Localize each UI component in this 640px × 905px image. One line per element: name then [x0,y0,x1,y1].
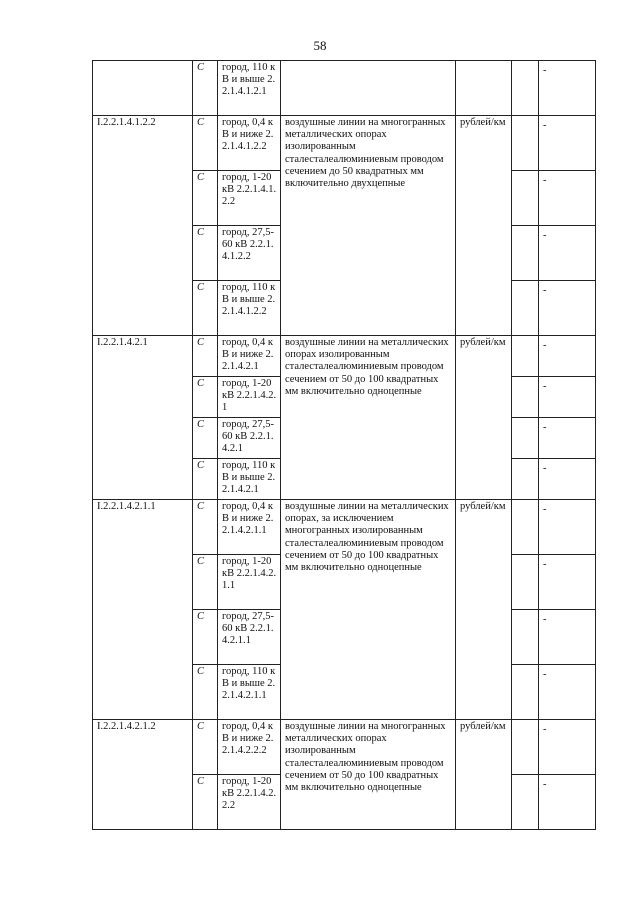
unit-cell: рублей/км [456,500,512,720]
empty-cell [512,775,539,830]
value-text: - [543,381,547,392]
subcategory-cell: город, 0,4 кВ и ниже 2.2.1.4.1.2.2 [218,116,281,171]
value-cell [539,336,596,377]
subcategory-cell: город, 27,5-60 кВ 2.2.1.4.2.1 [218,418,281,459]
empty-cell [512,418,539,459]
subcategory-cell: город, 27,5-60 кВ 2.2.1.4.2.1.1 [218,610,281,665]
empty-cell [512,665,539,720]
value-cell [539,226,596,281]
empty-cell [512,377,539,418]
value-cell [539,281,596,336]
table-row [93,336,596,377]
subcategory-cell: город, 0,4 кВ и ниже 2.2.1.4.2.2.2 [218,720,281,775]
category-cell: С [193,665,218,720]
value-text: - [543,669,547,680]
tariff-table [92,60,596,830]
subcategory-cell: город, 27,5-60 кВ 2.2.1.4.1.2.2 [218,226,281,281]
table-row [93,500,596,555]
subcategory-cell: город, 1-20 кВ 2.2.1.4.2.2.2 [218,775,281,830]
value-cell [539,377,596,418]
empty-cell [512,116,539,171]
category-cell: С [193,500,218,555]
empty-cell [512,281,539,336]
subcategory-cell: город, 1-20 кВ 2.2.1.4.1.2.2 [218,171,281,226]
row-code: I.2.2.1.4.2.1 [93,336,193,500]
unit-cell: рублей/км [456,116,512,336]
category-cell: С [193,116,218,171]
category-cell: С [193,459,218,500]
value-text: - [543,422,547,433]
subcategory-cell: город, 110 кВ и выше 2.2.1.4.2.1.1 [218,665,281,720]
value-text: - [543,65,547,76]
value-text: - [543,559,547,570]
value-text: - [543,175,547,186]
subcategory-cell: город, 110 кВ и выше 2.2.1.4.1.2.2 [218,281,281,336]
value-text: - [543,504,547,515]
value-text: - [543,463,547,474]
description-cell: воздушные линии на металлических опорах изолированным сталесталеалюминиевым проводом сечением от 50 до 100 квадратных мм включительно одноцепные [281,336,456,500]
category-cell: С [193,775,218,830]
unit-cell: рублей/км [456,336,512,500]
row-code: I.2.2.1.4.1.2.2 [93,116,193,336]
subcategory-cell: город, 110 кВ и выше 2.2.1.4.2.1 [218,459,281,500]
value-cell [539,116,596,171]
value-cell [539,418,596,459]
category-cell: С [193,720,218,775]
subcategory-cell: город, 1-20 кВ 2.2.1.4.2.1 [218,377,281,418]
empty-cell [512,555,539,610]
value-cell [539,61,596,116]
category-cell: С [193,610,218,665]
value-cell [539,500,596,555]
empty-cell [512,720,539,775]
empty-cell [512,61,539,116]
category-cell: С [193,61,218,116]
value-cell [539,775,596,830]
value-cell [539,555,596,610]
value-text: - [543,230,547,241]
row-code [93,61,193,116]
empty-cell [512,226,539,281]
value-cell [539,459,596,500]
value-text: - [543,779,547,790]
category-cell: С [193,281,218,336]
value-cell [539,610,596,665]
unit-cell [456,61,512,116]
description-cell: воздушные линии на металлических опорах, за исключением многогранных изолированным сталесталеалюминиевым проводом сечением от 50 до 100 квадратных мм включительно одноцепные [281,500,456,720]
category-cell: С [193,171,218,226]
empty-cell [512,500,539,555]
value-text: - [543,614,547,625]
category-cell: С [193,418,218,459]
description-cell [281,61,456,116]
row-code: I.2.2.1.4.2.1.2 [93,720,193,830]
category-cell: С [193,377,218,418]
description-cell: воздушные линии на многогранных металлических опорах изолированным сталесталеалюминиевым проводом сечением от 50 до 100 квадратных мм включительно одноцепные [281,720,456,830]
page-number: 58 [313,38,327,53]
value-text: - [543,285,547,296]
empty-cell [512,610,539,665]
category-cell: С [193,555,218,610]
description-cell: воздушные линии на многогранных металлических опорах изолированным сталесталеалюминиевым проводом сечением до 50 квадратных мм включительно двухцепные [281,116,456,336]
table-row [93,720,596,775]
value-cell [539,665,596,720]
empty-cell [512,459,539,500]
unit-cell: рублей/км [456,720,512,830]
value-text: - [543,340,547,351]
tariff-table-body [93,61,596,830]
value-text: - [543,724,547,735]
empty-cell [512,171,539,226]
value-cell [539,720,596,775]
row-code: I.2.2.1.4.2.1.1 [93,500,193,720]
subcategory-cell: город, 110 кВ и выше 2.2.1.4.1.2.1 [218,61,281,116]
table-row [93,116,596,171]
category-cell: С [193,336,218,377]
subcategory-cell: город, 1-20 кВ 2.2.1.4.2.1.1 [218,555,281,610]
empty-cell [512,336,539,377]
table-row [93,61,596,116]
value-text: - [543,120,547,131]
value-cell [539,171,596,226]
category-cell: С [193,226,218,281]
subcategory-cell: город, 0,4 кВ и ниже 2.2.1.4.2.1 [218,336,281,377]
subcategory-cell: город, 0,4 кВ и ниже 2.2.1.4.2.1.1 [218,500,281,555]
